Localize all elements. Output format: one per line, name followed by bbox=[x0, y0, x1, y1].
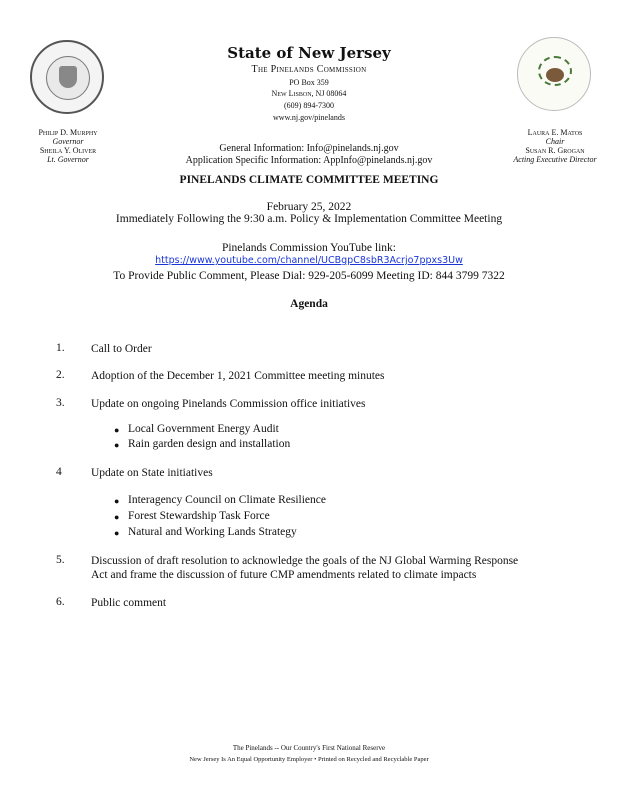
bullet-icon: ● bbox=[114, 440, 120, 450]
agenda-item-number: 1. bbox=[56, 342, 65, 354]
city-address: New Lisbon, NJ 08064 bbox=[271, 89, 347, 98]
footer-tagline: The Pinelands -- Our Country's First National Reserve bbox=[232, 744, 386, 752]
bullet-item: Local Government Energy Audit bbox=[128, 423, 279, 435]
application-info-contact: Application Specific Information: AppInfo@pinelands.nj.gov bbox=[185, 155, 433, 166]
chair-name: Laura E. Matos bbox=[527, 128, 583, 137]
bullet-item: Rain garden design and installation bbox=[128, 438, 291, 450]
agenda-item-text: Discussion of draft resolution to acknowledge the goals of the NJ Global Warming Response Act and frame the discussion of future CMP amendments related to climate impacts bbox=[91, 555, 519, 581]
agenda-item-number: 4 bbox=[56, 466, 62, 478]
general-info-contact: General Information: Info@pinelands.nj.gov bbox=[219, 143, 399, 154]
agenda-item-text: Update on ongoing Pinelands Commission office initiatives bbox=[91, 398, 366, 410]
agenda-item-text: Adoption of the December 1, 2021 Committee meeting minutes bbox=[91, 370, 385, 382]
youtube-link[interactable]: https://www.youtube.com/channel/UCBgpC8sbR3Acrjo7ppxs3Uw bbox=[155, 255, 463, 266]
agenda-item-number: 5. bbox=[56, 554, 65, 566]
footer-employer-note: New Jersey Is An Equal Opportunity Employer • Printed on Recycled and Recyclable Paper bbox=[189, 756, 429, 763]
chair-title: Chair bbox=[545, 137, 565, 146]
director-name: Susan R. Grogan bbox=[525, 146, 585, 155]
bullet-item: Natural and Working Lands Strategy bbox=[128, 526, 297, 538]
bullet-icon: ● bbox=[114, 496, 120, 506]
lt-governor-title: Lt. Governor bbox=[47, 155, 89, 164]
bullet-icon: ● bbox=[114, 512, 120, 522]
governor-title: Governor bbox=[52, 137, 84, 146]
public-comment-dial-in: To Provide Public Comment, Please Dial: 929-205-6099 Meeting ID: 844 3799 7322 bbox=[113, 270, 505, 282]
commission-name: The Pinelands Commission bbox=[251, 64, 367, 75]
meeting-title: PINELANDS CLIMATE COMMITTEE MEETING bbox=[179, 174, 439, 186]
bullet-icon: ● bbox=[114, 425, 120, 435]
agenda-item-text: Public comment bbox=[91, 597, 167, 609]
website: www.nj.gov/pinelands bbox=[273, 113, 345, 122]
bullet-item: Interagency Council on Climate Resilience bbox=[128, 494, 326, 506]
agenda-item-text: Call to Order bbox=[91, 343, 152, 355]
governor-name: Philip D. Murphy bbox=[38, 128, 98, 137]
meeting-time-note: Immediately Following the 9:30 a.m. Policy & Implementation Committee Meeting bbox=[115, 213, 503, 225]
agenda-item-number: 3. bbox=[56, 397, 65, 409]
bullet-item: Forest Stewardship Task Force bbox=[128, 510, 270, 522]
agenda-title: Agenda bbox=[290, 298, 328, 310]
director-title: Acting Executive Director bbox=[513, 155, 597, 164]
meeting-date: February 25, 2022 bbox=[266, 201, 352, 213]
agenda-item-text: Update on State initiatives bbox=[91, 467, 213, 479]
agenda-item-number: 6. bbox=[56, 596, 65, 608]
agenda-item-number: 2. bbox=[56, 369, 65, 381]
state-title: State of New Jersey bbox=[227, 44, 391, 62]
youtube-label: Pinelands Commission YouTube link: bbox=[221, 242, 397, 254]
phone-number: (609) 894-7300 bbox=[284, 101, 334, 110]
lt-governor-name: Sheila Y. Oliver bbox=[39, 146, 97, 155]
po-box: PO Box 359 bbox=[289, 78, 329, 87]
bullet-icon: ● bbox=[114, 528, 120, 538]
